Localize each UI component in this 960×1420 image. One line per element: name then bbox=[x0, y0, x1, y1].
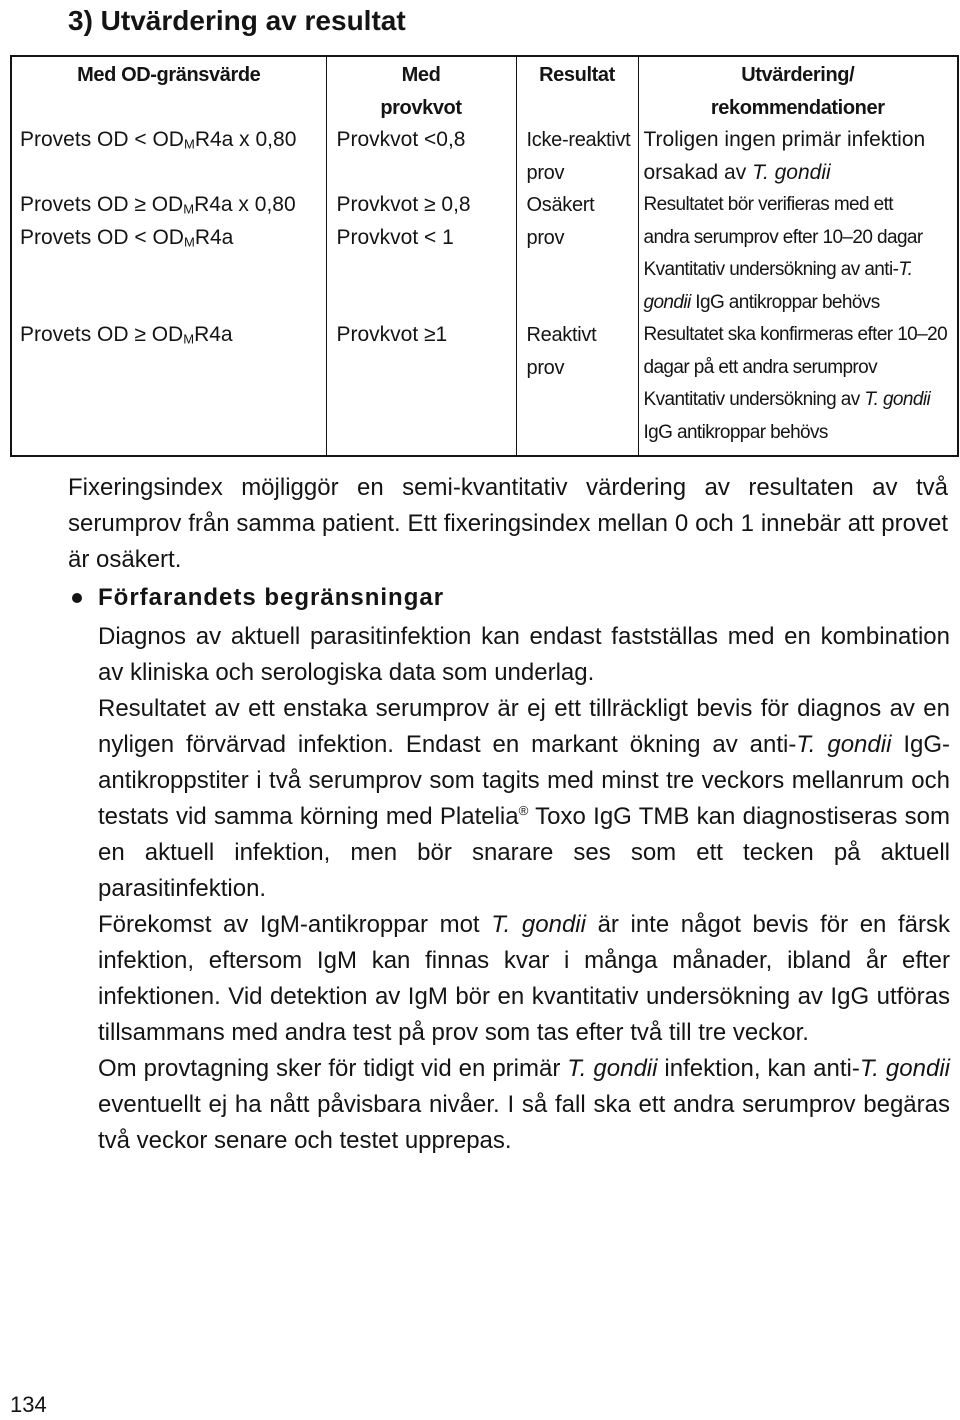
cell-sample-ratio bbox=[326, 189, 516, 319]
cell-sample-ratio bbox=[326, 319, 516, 456]
header-text-line: rekommendationer bbox=[710, 96, 885, 119]
header-text-line: Resultat bbox=[539, 64, 615, 86]
text-run: R4a bbox=[194, 323, 233, 346]
header-od-threshold bbox=[11, 56, 326, 124]
table-row bbox=[11, 189, 958, 319]
text-run: R4a x 0,80 bbox=[194, 128, 297, 151]
italic-text-run: T. bbox=[898, 259, 913, 280]
intro-paragraph bbox=[68, 470, 948, 578]
text-run: Förekomst av IgM-antikroppar mot bbox=[98, 911, 492, 938]
evaluation-line bbox=[644, 254, 954, 287]
italic-text-run: T. gondii bbox=[752, 160, 831, 184]
result-line: Icke-reaktivt bbox=[526, 129, 631, 151]
text-run: IgG antikroppar behövs bbox=[643, 421, 828, 443]
od-threshold-line bbox=[20, 189, 320, 222]
bullet-icon bbox=[72, 593, 82, 603]
text-run: dagar på ett andra serumprov bbox=[643, 356, 878, 378]
text-run: Diagnos av aktuell parasitinfektion kan endast fastställas med en kombination av kliniska och serologiska data som underlag. bbox=[98, 623, 950, 686]
ratio-line: Provkvot ≥ 0,8 bbox=[336, 193, 471, 216]
text-run: IgG antikroppar behövs bbox=[690, 291, 880, 313]
text-run: Kvantitativ undersökning av anti- bbox=[643, 259, 899, 280]
evaluation-line bbox=[644, 124, 954, 157]
cell-sample-ratio bbox=[326, 124, 516, 189]
italic-text-run: gondii bbox=[643, 291, 691, 313]
evaluation-line bbox=[644, 417, 954, 450]
body-text bbox=[68, 470, 950, 1159]
text-run: Toxo IgG TMB kan diagnostiseras som en aktuell infektion, men bör snarare ses som ett tecken på aktuell parasitinfektion. bbox=[98, 803, 950, 902]
evaluation-line bbox=[644, 222, 954, 255]
cell-result bbox=[516, 319, 638, 456]
text-run: R4a bbox=[194, 225, 234, 249]
header-text-line: Med bbox=[401, 64, 441, 86]
cell-od-threshold bbox=[11, 189, 326, 319]
limitations-paragraph bbox=[98, 691, 950, 907]
text-run: eventuellt ej ha nått påvisbara nivåer. I så fall ska ett andra serumprov begäras två veckor senare och testet upprepas. bbox=[98, 1091, 950, 1154]
subscript-text: M bbox=[183, 201, 195, 217]
cell-result bbox=[516, 189, 638, 319]
text-run: Kvantitativ undersökning av bbox=[643, 389, 865, 410]
ratio-line: Provkvot ≥1 bbox=[336, 323, 448, 346]
text-run: Resultatet bör verifieras med ett bbox=[643, 194, 893, 215]
page-heading: 3) Utvärdering av resultat bbox=[68, 5, 406, 36]
result-line: Osäkert bbox=[526, 194, 595, 216]
limitations-title: Förfarandets begränsningar bbox=[98, 584, 445, 611]
text-run: Fixeringsindex möjliggör en semi-kvantitativ värdering av resultaten av två serumprov från samma patient. Ett fixeringsindex mellan 0 och 1 innebär att provet är osäkert. bbox=[68, 474, 948, 573]
cell-result bbox=[516, 124, 638, 189]
registered-mark: ® bbox=[518, 802, 529, 818]
italic-text-run: T. gondii bbox=[864, 389, 931, 410]
italic-text-run: T. gondii bbox=[491, 911, 586, 938]
table-row bbox=[11, 124, 958, 189]
text-run: är inte något bevis för en färsk infektion, eftersom IgM kan finnas kvar i många månader, ibland år efter infektionen. Vid detektion av IgM bör en kvantitativ undersökning av IgG utföras tillsammans med andra test på prov som tas efter två till tre veckor. bbox=[98, 911, 950, 1046]
text-run: Resultatet ska konfirmeras efter 10–20 bbox=[643, 324, 948, 345]
od-threshold-line bbox=[20, 124, 320, 157]
header-sample-ratio bbox=[326, 56, 516, 124]
text-run: andra serumprov efter 10–20 dagar bbox=[643, 226, 923, 248]
evaluation-line bbox=[644, 189, 954, 222]
results-evaluation-table bbox=[10, 55, 959, 457]
evaluation-line bbox=[644, 319, 954, 352]
text-run: Provets OD < OD bbox=[20, 225, 184, 249]
text-run: IgG-antikroppstiter i två serumprov som tagits med minst tre veckors mellanrum och testats vid samma körning med Platelia bbox=[98, 731, 950, 830]
evaluation-line bbox=[644, 384, 954, 417]
text-run: Provets OD < OD bbox=[20, 128, 184, 151]
result-line: prov bbox=[526, 226, 565, 249]
evaluation-line bbox=[644, 352, 954, 385]
result-line: Reaktivt bbox=[526, 324, 597, 346]
od-threshold-line bbox=[20, 319, 320, 352]
cell-od-threshold bbox=[11, 319, 326, 456]
table-header-row bbox=[11, 56, 958, 124]
text-run: Resultatet av ett enstaka serumprov är ej ett tillräckligt bevis för diagnos av en nyligen förvärvad infektion. Endast en markant ökning av anti- bbox=[98, 695, 950, 758]
cell-evaluation bbox=[638, 319, 958, 456]
ratio-line: Provkvot < 1 bbox=[336, 225, 454, 249]
text-run: Troligen ingen primär infektion bbox=[643, 128, 926, 151]
subscript-text: M bbox=[183, 331, 195, 347]
evaluation-line bbox=[644, 287, 954, 320]
limitations-paragraph bbox=[98, 619, 950, 691]
evaluation-line bbox=[644, 157, 954, 190]
result-line: prov bbox=[526, 161, 565, 184]
subscript-text: M bbox=[183, 136, 195, 152]
header-evaluation bbox=[638, 56, 958, 124]
cell-evaluation bbox=[638, 124, 958, 189]
subscript-text: M bbox=[183, 234, 195, 250]
header-text-line: Utvärdering/ bbox=[741, 64, 855, 86]
text-run: Provets OD ≥ OD bbox=[20, 323, 184, 346]
text-run: Om provtagning sker för tidigt vid en primär bbox=[98, 1055, 568, 1082]
text-run: orsakad av bbox=[643, 160, 753, 184]
page-number: 134 bbox=[10, 1392, 47, 1417]
italic-text-run: T. gondii bbox=[796, 731, 892, 758]
cell-evaluation bbox=[638, 189, 958, 319]
header-result bbox=[516, 56, 638, 124]
result-line: prov bbox=[526, 356, 565, 379]
text-run: Provets OD ≥ OD bbox=[20, 193, 184, 216]
text-run: infektion, kan anti- bbox=[657, 1055, 860, 1082]
limitations-paragraph bbox=[98, 1051, 950, 1159]
header-text-line: provkvot bbox=[380, 96, 462, 119]
italic-text-run: T. gondii bbox=[859, 1055, 950, 1082]
italic-text-run: T. gondii bbox=[567, 1055, 658, 1082]
limitations-paragraph bbox=[98, 907, 950, 1051]
ratio-line: Provkvot <0,8 bbox=[336, 128, 466, 151]
header-text-line: Med OD-gränsvärde bbox=[77, 64, 261, 86]
text-run: R4a x 0,80 bbox=[194, 193, 296, 216]
table-row bbox=[11, 319, 958, 456]
od-threshold-line bbox=[20, 222, 320, 255]
limitations-bullet bbox=[68, 580, 950, 616]
cell-od-threshold bbox=[11, 124, 326, 189]
